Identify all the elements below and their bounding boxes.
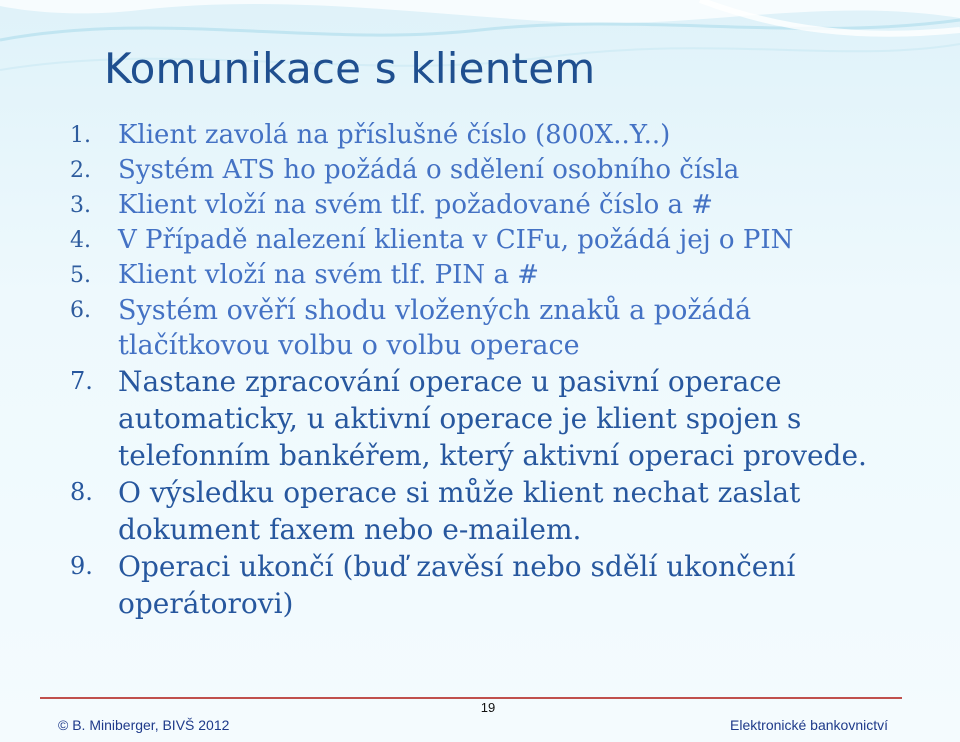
item-number: 5. [70, 263, 91, 288]
item-text: Systém ATS ho požádá o sdělení osobního čísla [118, 155, 740, 185]
item-number: 6. [70, 298, 91, 323]
list-item [70, 293, 940, 363]
item-number: 4. [70, 228, 91, 253]
slide-title: Komunikace s klientem [104, 44, 596, 93]
item-text: Nastane zpracování operace u pasivní operace automaticky, u aktivní operace je klient spojen s telefonním bankéřem, který aktivní operaci provede. [118, 365, 867, 472]
list-item [70, 118, 940, 153]
footer-divider [40, 697, 902, 699]
list-item [70, 223, 940, 258]
list-item [70, 153, 940, 188]
item-text: Klient vloží na svém tlf. požadované číslo a # [118, 190, 714, 220]
item-number: 7. [70, 367, 93, 395]
item-text: Klient zavolá na příslušné číslo (800X..Y..) [118, 120, 671, 150]
footer-course: Elektronické bankovnictví [730, 717, 888, 733]
item-text: V Případě nalezení klienta v CIFu, požádá jej o PIN [118, 225, 794, 255]
item-text: Operaci ukončí (buď zavěsí nebo sdělí ukončení operátorovi) [118, 550, 796, 620]
item-text: Klient vloží na svém tlf. PIN a # [118, 260, 540, 290]
list-item [70, 258, 940, 293]
item-number: 1. [70, 123, 91, 148]
item-number: 8. [70, 478, 93, 506]
list-item [70, 474, 940, 548]
list-item [70, 188, 940, 223]
steps-list [70, 118, 940, 622]
footer-author: © B. Miniberger, BIVŠ 2012 [58, 717, 230, 733]
item-number: 2. [70, 158, 91, 183]
list-item [70, 363, 940, 474]
list-item [70, 548, 940, 622]
item-number: 9. [70, 552, 93, 580]
item-number: 3. [70, 193, 91, 218]
page-number: 19 [480, 700, 496, 715]
item-text: Systém ověří shodu vložených znaků a požádá tlačítkovou volbu o volbu operace [118, 295, 752, 361]
item-text: O výsledku operace si může klient nechat zaslat dokument faxem nebo e-mailem. [118, 476, 801, 546]
